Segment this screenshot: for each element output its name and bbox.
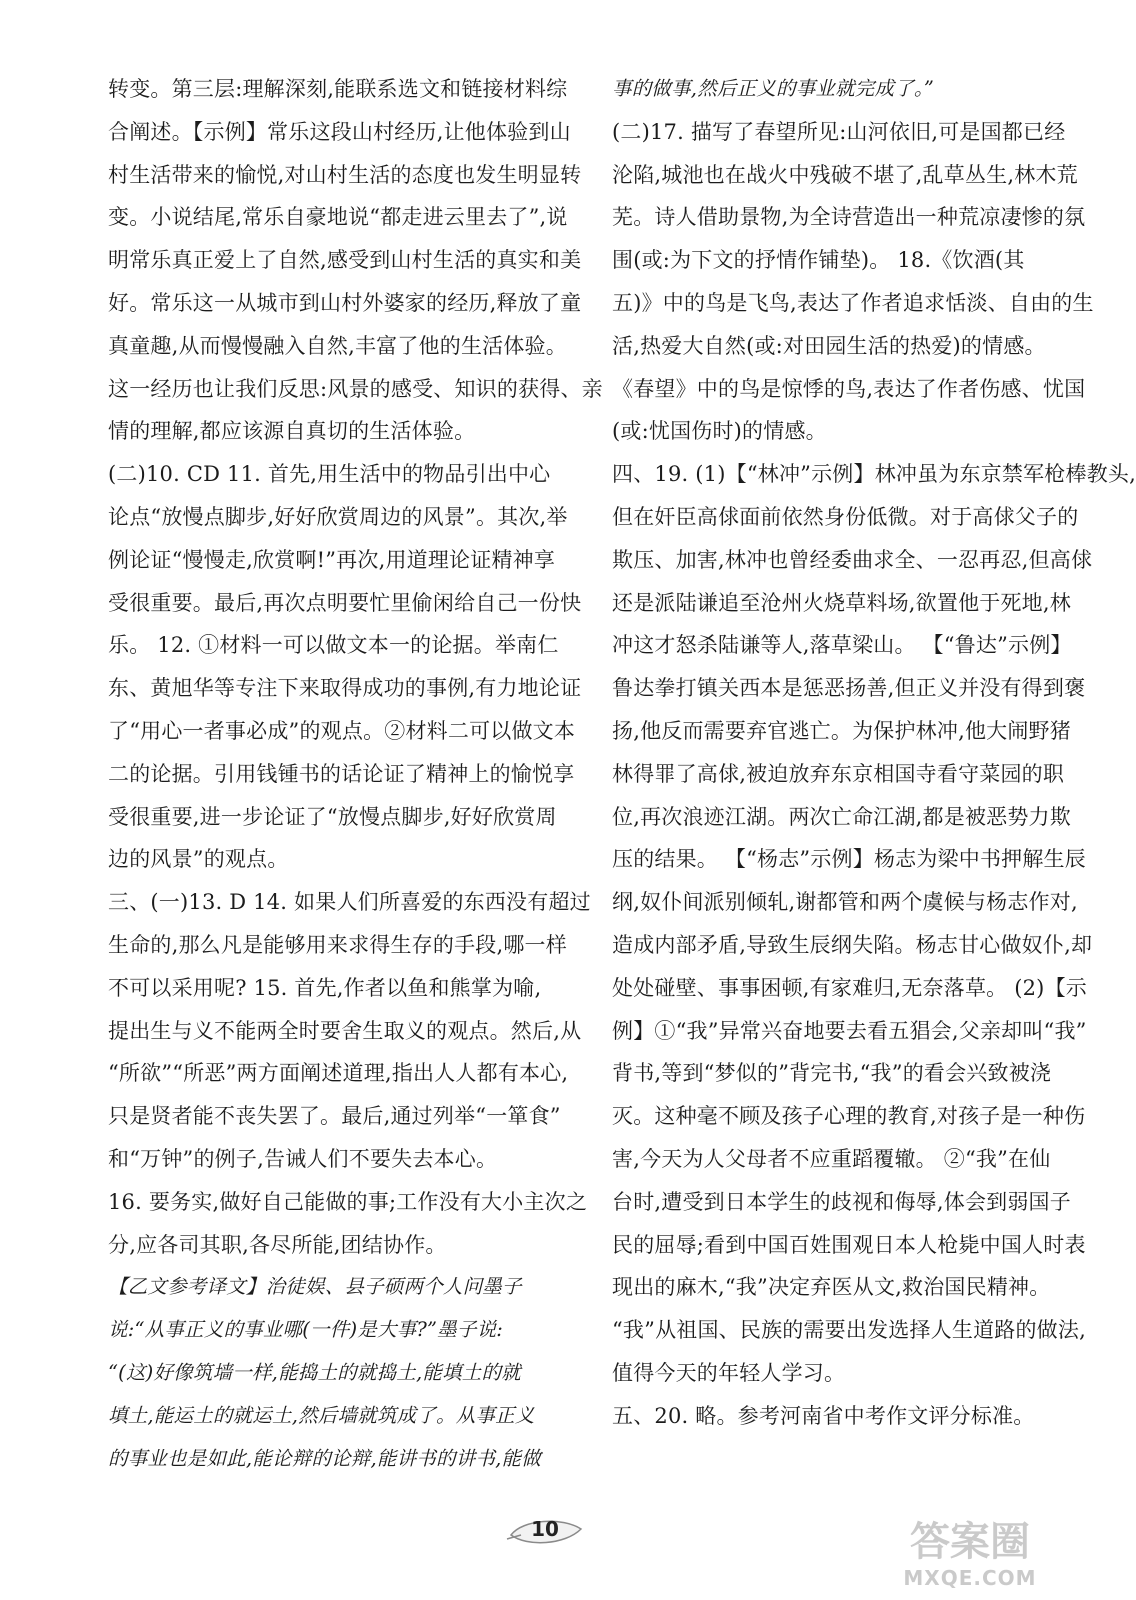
watermark-url: MXQE.COM bbox=[903, 1566, 1037, 1590]
text-line: 明常乐真正爱上了自然,感受到山村生活的真实和美 bbox=[108, 248, 582, 273]
text-line: “我”从祖国、民族的需要出发选择人生道路的做法, bbox=[612, 1318, 1086, 1343]
text-line: (二)17. 描写了春望所见:山河依旧,可是国都已经 bbox=[612, 119, 1066, 144]
text-line: 活,热爱大自然(或:对田园生活的热爱)的情感。 bbox=[612, 333, 1046, 358]
text-line: 受很重要,进一步论证了“放慢点脚步,好好欣赏周 bbox=[108, 804, 557, 829]
text-line: 纲,奴仆间派别倾轧,谢都管和两个虞候与杨志作对, bbox=[612, 890, 1078, 915]
text-line: 合阐述。【示例】常乐这段山村经历,让他体验到山 bbox=[108, 119, 571, 144]
text-line: 和“万钟”的例子,告诫人们不要失去本心。 bbox=[108, 1146, 498, 1171]
text-line: 例】①“我”异常兴奋地要去看五猖会,父亲却叫“我” bbox=[612, 1018, 1087, 1043]
text-line: (二)10. CD 11. 首先,用生活中的物品引出中心 bbox=[108, 462, 551, 487]
watermark-text: 答案圈 bbox=[910, 1519, 1030, 1565]
text-line: 论点“放慢点脚步,好好欣赏周边的风景”。其次,举 bbox=[108, 504, 568, 529]
left-column bbox=[108, 68, 603, 1480]
text-line: (或:忧国伤时)的情感。 bbox=[612, 419, 827, 444]
text-line: 这一经历也让我们反思:风景的感受、知识的获得、亲 bbox=[108, 376, 603, 401]
text-line: 但在奸臣高俅面前依然身份低微。对于高俅父子的 bbox=[612, 504, 1079, 529]
text-line: 四、19. (1)【“林冲”示例】林冲虽为东京禁军枪棒教头, bbox=[612, 462, 1136, 487]
text-line: 民的屈辱;看到中国百姓围观日本人枪毙中国人时表 bbox=[612, 1232, 1086, 1257]
text-line: 处处碰壁、事事困顿,有家难归,无奈落草。 (2)【示 bbox=[612, 975, 1087, 1000]
text-line: 村生活带来的愉悦,对山村生活的态度也发生明显转 bbox=[108, 162, 582, 187]
text-line: 林得罪了高俅,被迫放弃东京相国寺看守菜园的职 bbox=[612, 761, 1065, 786]
text-line: 16. 要务实,做好自己能做的事;工作没有大小主次之 bbox=[108, 1189, 588, 1214]
text-line: 不可以采用呢? 15. 首先,作者以鱼和熊掌为喻, bbox=[108, 975, 542, 1000]
text-line: 事的做事,然后正义的事业就完成了。” bbox=[612, 77, 935, 100]
page-number: 10 bbox=[531, 1517, 559, 1541]
text-line: 现出的麻木,“我”决定弃医从文,救治国民精神。 bbox=[612, 1275, 1051, 1300]
text-line: 《春望》中的鸟是惊悸的鸟,表达了作者伤感、忧国 bbox=[612, 376, 1086, 401]
text-line: 真童趣,从而慢慢融入自然,丰富了他的生活体验。 bbox=[108, 333, 567, 358]
text-line: 围(或:为下文的抒情作铺垫)。 18.《饮酒(其 bbox=[612, 248, 1025, 273]
text-line: “(这)好像筑墙一样,能捣土的就捣土,能填土的就 bbox=[108, 1360, 521, 1384]
text-line: 提出生与义不能两全时要舍生取义的观点。然后,从 bbox=[108, 1018, 582, 1043]
text-line: 台时,遭受到日本学生的歧视和侮辱,体会到弱国子 bbox=[612, 1189, 1071, 1214]
text-line: 五、20. 略。参考河南省中考作文评分标准。 bbox=[612, 1403, 1035, 1428]
text-line: 转变。第三层:理解深刻,能联系选文和链接材料综 bbox=[108, 77, 568, 101]
text-line: 例论证“慢慢走,欣赏啊!”再次,用道理论证精神享 bbox=[108, 547, 556, 572]
text-line: 冲这才怒杀陆谦等人,落草梁山。 【“鲁达”示例】 bbox=[612, 633, 1072, 658]
text-line: 了“用心一者事必成”的观点。②材料二可以做文本 bbox=[108, 718, 576, 743]
text-line: 还是派陆谦追至沧州火烧草料场,欲置他于死地,林 bbox=[612, 590, 1071, 615]
text-line: 灭。这种毫不顾及孩子心理的教育,对孩子是一种伤 bbox=[612, 1104, 1086, 1129]
text-line: 好。常乐这一从城市到山村外婆家的经历,释放了童 bbox=[108, 290, 582, 315]
text-line: 值得今天的年轻人学习。 bbox=[612, 1360, 846, 1385]
text-line: 芜。诗人借助景物,为全诗营造出一种荒凉凄惨的氛 bbox=[612, 205, 1086, 230]
text-line: 的事业也是如此,能论辩的论辩,能讲书的讲书,能做 bbox=[108, 1446, 541, 1470]
text-line: 说:“从事正义的事业哪(一件)是大事?”墨子说: bbox=[108, 1318, 504, 1342]
text-line: 乐。 12. ①材料一可以做文本一的论据。举南仁 bbox=[108, 633, 559, 658]
text-line: 生命的,那么凡是能够用来求得生存的手段,哪一样 bbox=[108, 932, 567, 957]
text-line: 情的理解,都应该源自真切的生活体验。 bbox=[108, 419, 476, 444]
text-line: 变。小说结尾,常乐自豪地说“都走进云里去了”,说 bbox=[108, 205, 568, 230]
text-line: 位,再次浪迹江湖。两次亡命江湖,都是被恶势力欺 bbox=[612, 804, 1071, 829]
text-line: 受很重要。最后,再次点明要忙里偷闲给自己一份快 bbox=[108, 590, 582, 615]
text-line: 填土,能运土的就运土,然后墙就筑成了。从事正义 bbox=[108, 1403, 535, 1427]
text-line: 二的论据。引用钱锺书的话论证了精神上的愉悦享 bbox=[108, 761, 575, 786]
text-line: 【乙文参考译文】治徒娱、县子硕两个人问墨子 bbox=[108, 1275, 522, 1299]
text-line: 沦陷,城池也在战火中残破不堪了,乱草丛生,林木荒 bbox=[612, 162, 1078, 187]
text-line: 背书,等到“梦似的”背完书,“我”的看会兴致被浇 bbox=[612, 1061, 1052, 1086]
text-line: 三、(一)13. D 14. 如果人们所喜爱的东西没有超过 bbox=[108, 890, 591, 915]
text-line: 鲁达拳打镇关西本是惩恶扬善,但正义并没有得到褒 bbox=[612, 676, 1086, 701]
watermark-logo bbox=[875, 1520, 1065, 1595]
text-line: 只是贤者能不丧失罢了。最后,通过列举“一箪食” bbox=[108, 1104, 561, 1129]
text-line: 边的风景”的观点。 bbox=[108, 847, 289, 872]
text-line: “所欲”“所恶”两方面阐述道理,指出人人都有本心, bbox=[108, 1061, 569, 1086]
right-column bbox=[612, 68, 1136, 1438]
text-line: 欺压、加害,林冲也曾经委曲求全、一忍再忍,但高俅 bbox=[612, 547, 1093, 572]
text-line: 东、黄旭华等专注下来取得成功的事例,有力地论证 bbox=[108, 676, 582, 701]
text-line: 分,应各司其职,各尽所能,团结协作。 bbox=[108, 1232, 447, 1257]
text-line: 害,今天为人父母者不应重蹈覆辙。 ②“我”在仙 bbox=[612, 1146, 1051, 1171]
text-line: 扬,他反而需要弃官逃亡。为保护林冲,他大闹野猪 bbox=[612, 718, 1071, 743]
text-line: 五)》中的鸟是飞鸟,表达了作者追求恬淡、自由的生 bbox=[612, 290, 1094, 315]
page-number-badge bbox=[505, 1515, 585, 1549]
text-line: 压的结果。 【“杨志”示例】杨志为梁中书押解生辰 bbox=[612, 847, 1086, 872]
text-line: 造成内部矛盾,导致生辰纲失陷。杨志甘心做奴仆,却 bbox=[612, 932, 1093, 957]
